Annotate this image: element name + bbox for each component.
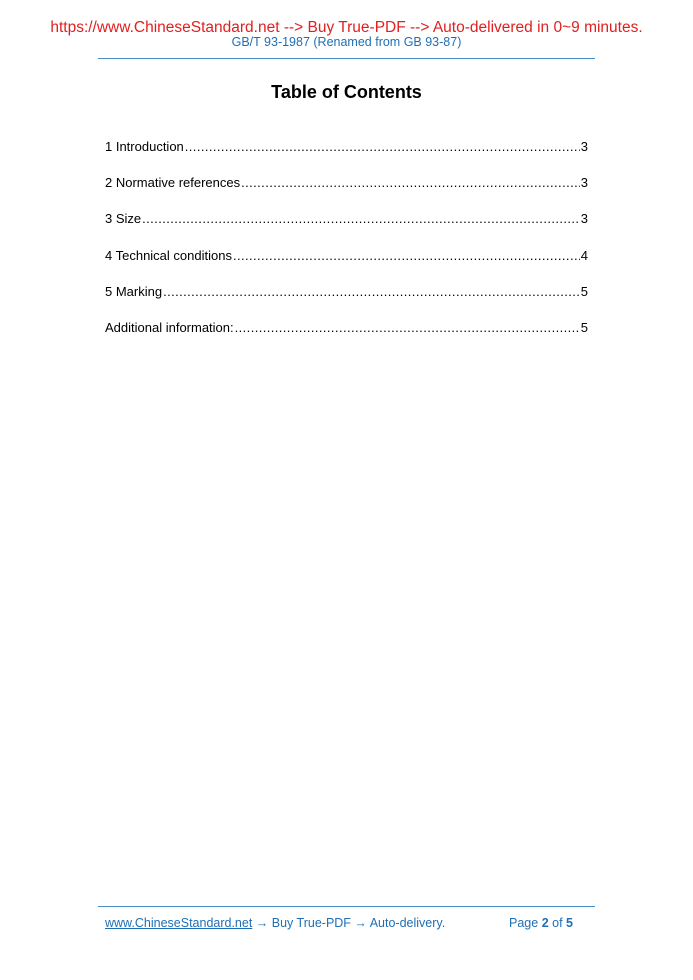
of-word: of (552, 916, 563, 930)
toc-dot-leader (235, 319, 580, 337)
footer-tagline: → Buy True-PDF → Auto-delivery. (252, 916, 446, 930)
toc-entry-label: 5 Marking (105, 283, 163, 299)
toc-entry-marking[interactable] (105, 283, 588, 319)
toc-entry-page: 3 (580, 139, 588, 154)
toc-entry-size[interactable] (105, 210, 588, 246)
toc-entry-introduction[interactable] (105, 138, 588, 174)
header-banner[interactable]: https://www.ChineseStandard.net --> Buy True-PDF --> Auto-delivered in 0~9 minutes. (50, 19, 643, 36)
toc-entry-label: 3 Size (105, 211, 142, 227)
toc-entry-normative-references[interactable] (105, 174, 588, 210)
toc-dot-leader (142, 210, 580, 228)
toc-dot-leader (233, 247, 580, 265)
toc-entry-technical-conditions[interactable] (105, 247, 588, 283)
page-current: 2 (541, 916, 549, 930)
page-title: Table of Contents (271, 82, 422, 102)
toc-dot-leader (163, 283, 580, 301)
page-total: 5 (566, 916, 573, 930)
toc-entry-page: 4 (580, 247, 588, 263)
toc-entry-label: Additional information: (105, 319, 234, 335)
header-divider (98, 58, 595, 59)
toc-entry-page: 3 (580, 211, 588, 227)
toc-dot-leader (241, 174, 580, 192)
toc-entry-label: 4 Technical conditions (105, 247, 232, 263)
footer-promo (105, 916, 445, 930)
toc-entry-additional-information[interactable] (105, 319, 588, 355)
toc-entry-page: 5 (580, 283, 588, 299)
page-word: Page (509, 916, 539, 930)
footer-divider (98, 906, 595, 907)
toc-entry-label: 1 Introduction (105, 139, 184, 154)
toc-entry-page: 5 (580, 319, 588, 335)
toc-entry-label: 2 Normative references (105, 175, 241, 191)
footer-website-link[interactable]: www.ChineseStandard.net (105, 916, 253, 930)
table-of-contents (105, 138, 588, 355)
toc-dot-leader (185, 138, 580, 156)
toc-entry-page: 3 (580, 175, 588, 191)
page-indicator (509, 916, 573, 930)
document-code: GB/T 93-1987 (Renamed from GB 93-87) (231, 35, 462, 49)
